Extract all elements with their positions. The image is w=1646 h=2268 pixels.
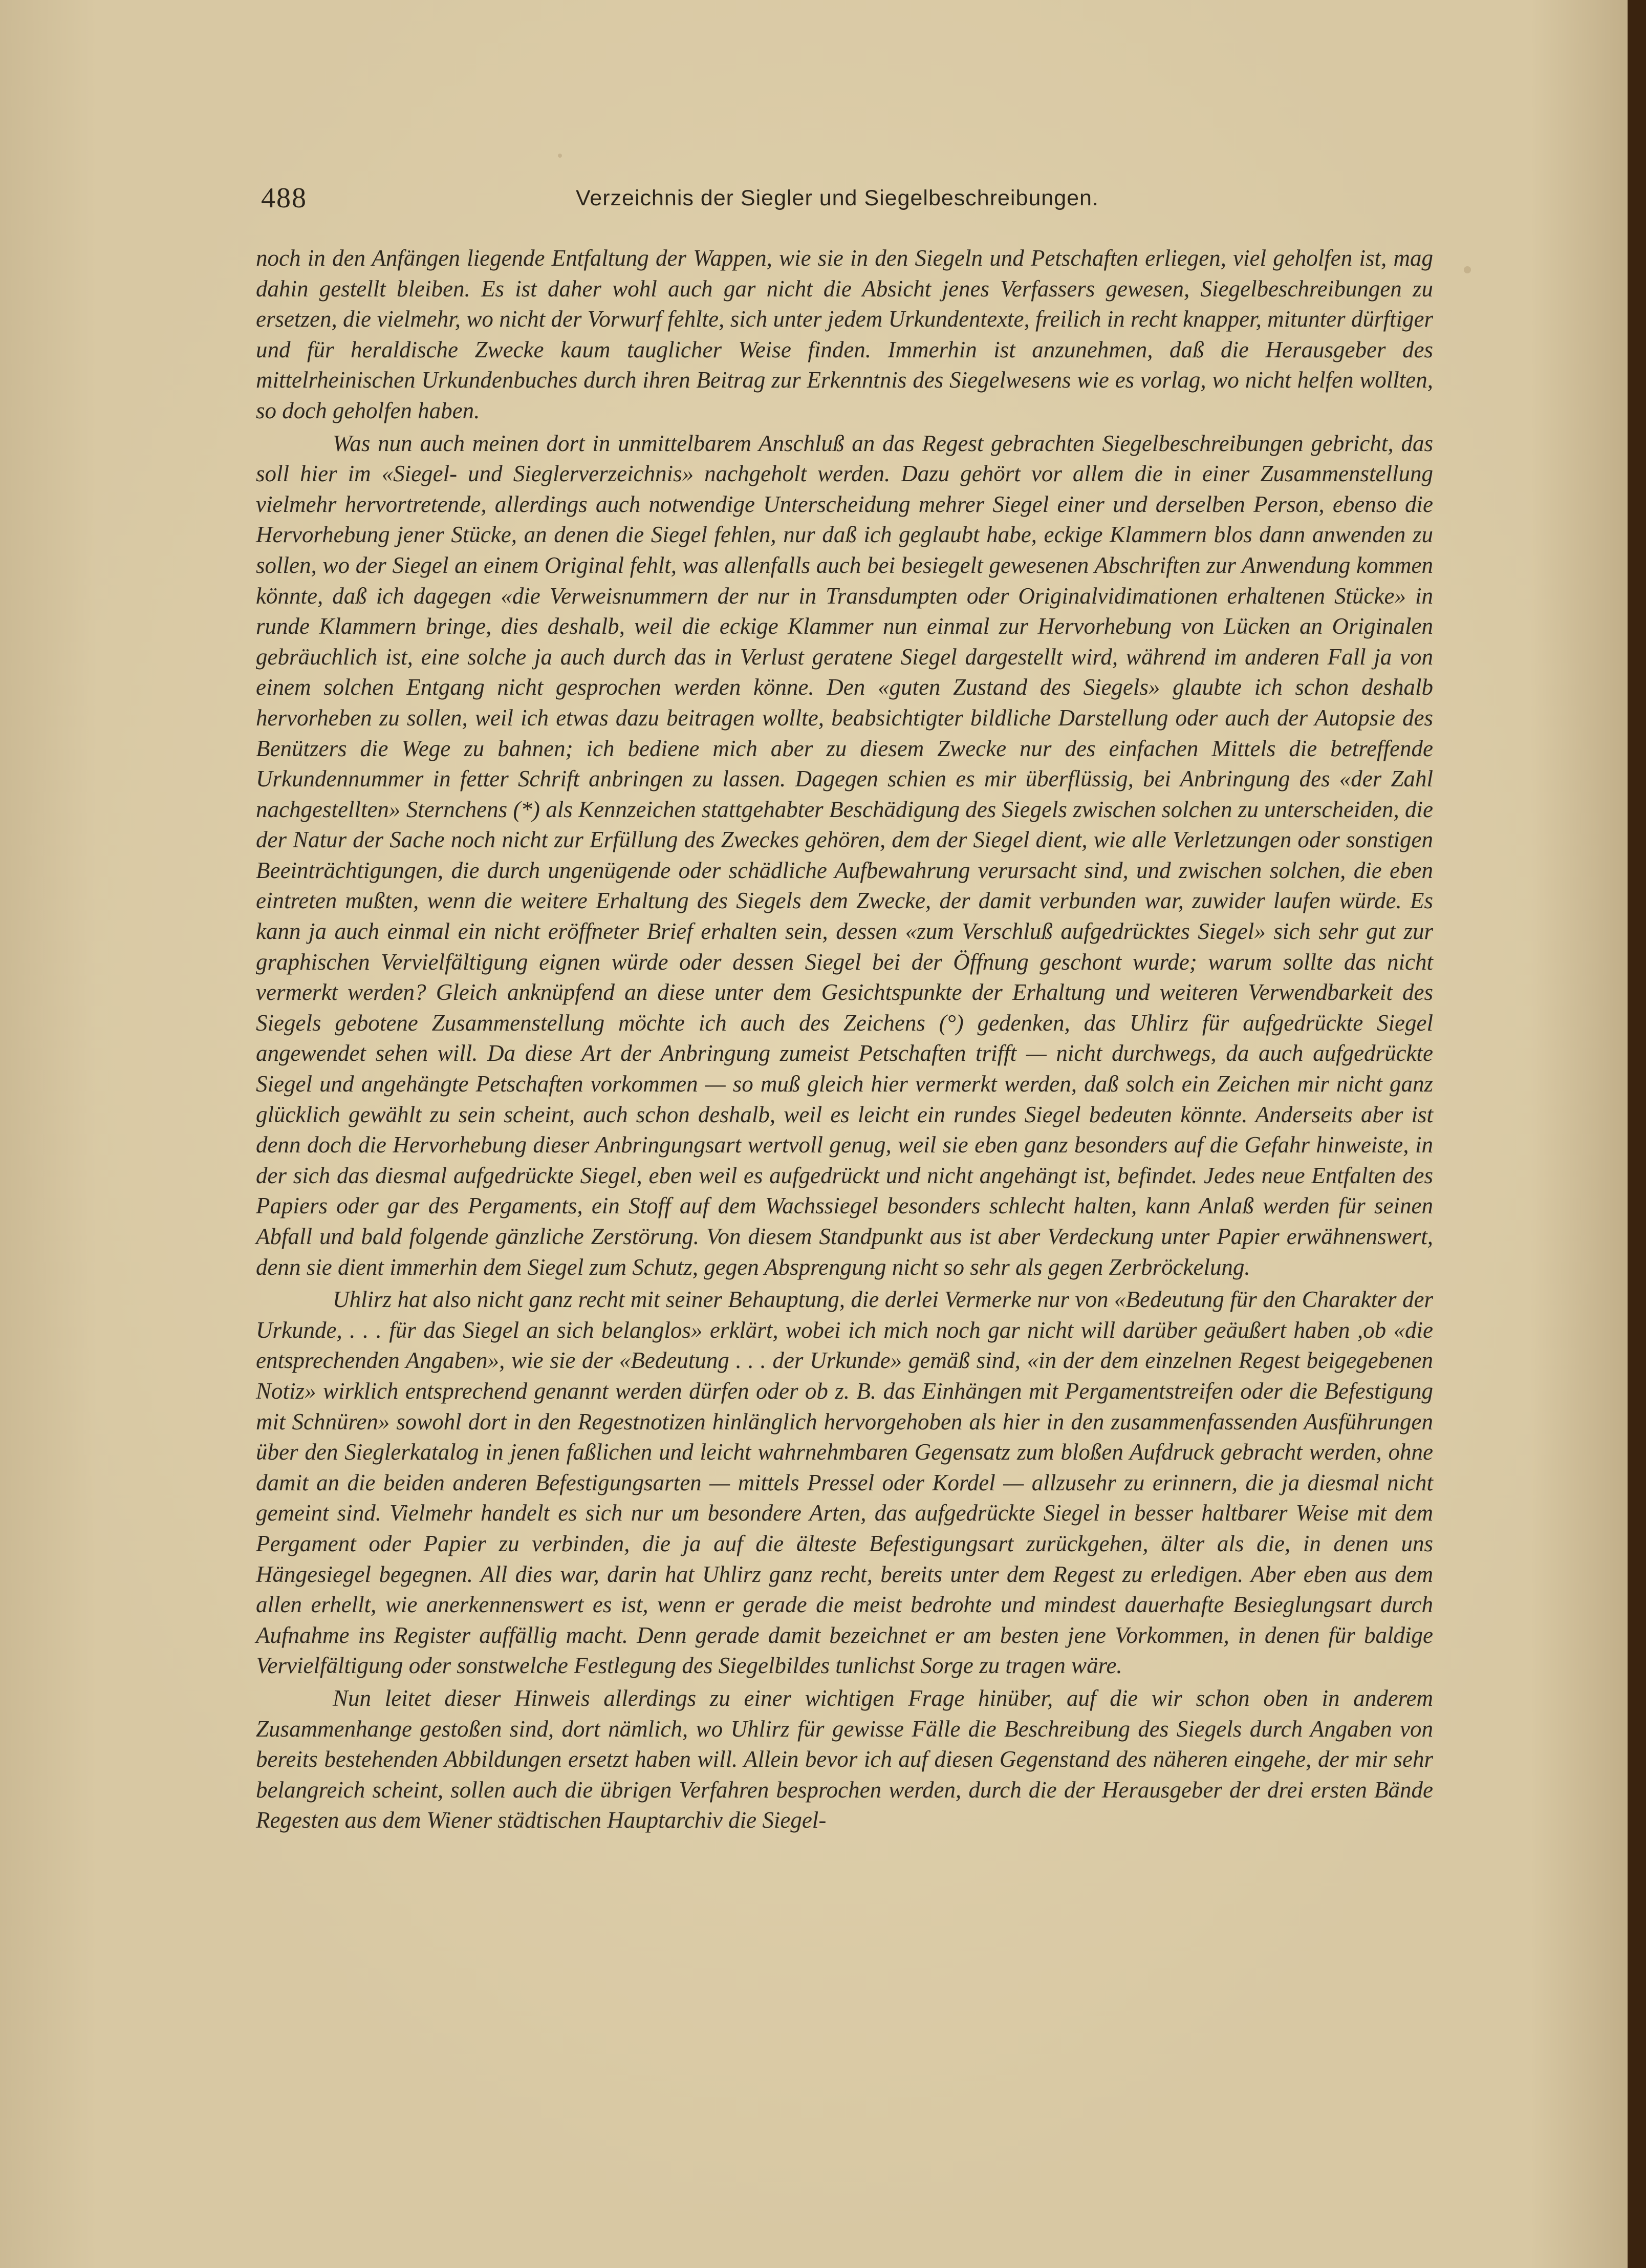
paragraph: Uhlirz hat also nicht ganz recht mit seiner Behauptung, die derlei Vermerke nur von «Bedeutung für den Charakter der Urkunde, . . . für das Siegel an sich belanglos» erklärt, wobei ich mich noch gar nicht will darüber geäußert haben ,ob «die entsprechenden Angaben», wie sie der «Bedeutung . . . der Urkunde» gemäß sind, «in der dem einzelnen Regest beigegebenen Notiz» wirklich entsprechend genannt werden dürfen oder ob z. B. das Einhängen mit Pergamentstreifen oder die Befestigung mit Schnüren» sowohl dort in den Regestnotizen hinlänglich hervorgehoben als hier in den zusammenfassenden Ausführungen über den Sieglerkatalog in jenen faßlichen und leicht wahrnehmbaren Gegensatz zum bloßen Aufdruck gebracht werden, ohne damit an die beiden anderen Befestigungsarten — mittels Pressel oder Kordel — allzusehr zu erinnern, die ja diesmal nicht gemeint sind. Vielmehr handelt es sich nur um besondere Arten, das aufgedrückte Siegel in besser haltbarer Weise mit dem Pergament oder Papier zu verbinden, die ja auf die älteste Befestigungsart zurückgehen, älter als die, in denen uns Hängesiegel begegnen. All dies war, darin hat Uhlirz ganz recht, bereits unter dem Regest zu erledigen. Aber eben aus dem allen erhellt, wie anerkennenswert es ist, wenn er gerade die meist bedrohte und mindest dauerhafte Besieglungsart durch Aufnahme ins Register auffällig macht. Denn gerade damit bezeichnet er am besten jene Vorkommen, in denen für baldige Vervielfältigung oder sonstwelche Festlegung des Siegelbildes tunlichst Sorge zu tragen wäre. [256, 1287, 1433, 1679]
paragraph: Nun leitet dieser Hinweis allerdings zu einer wichtigen Frage hinüber, auf die wir schon oben in anderem Zusammenhange gestoßen sind, dort nämlich, wo Uhlirz für gewisse Fälle die Beschreibung des Siegels durch Angaben von bereits bestehenden Abbildungen ersetzt haben will. Allein bevor ich auf diesen Gegenstand des näheren eingehe, der mir sehr belangreich scheint, sollen auch die übrigen Verfahren besprochen werden, durch die der Herausgeber der drei ersten Bände Regesten aus dem Wiener städtischen Hauptarchiv die Siegel- [256, 1685, 1433, 1833]
paper-stain [558, 154, 562, 158]
running-title: Verzeichnis der Siegler und Siegelbeschreibungen. [576, 186, 1099, 210]
paragraph: noch in den Anfängen liegende Entfaltung der Wappen, wie sie in den Siegeln und Petschaften erliegen, viel geholfen ist, mag dahin gestellt bleiben. Es ist daher wohl auch gar nicht die Absicht jenes Verfassers gewesen, Siegelbeschreibungen zu ersetzen, die vielmehr, wo nicht der Vorwurf fehlte, sich unter jedem Urkundentexte, freilich in recht knapper, mitunter dürftiger und für heraldische Zwecke kaum tauglicher Weise finden. Immerhin ist anzunehmen, daß die Herausgeber des mittelrheinischen Urkundenbuches durch ihren Beitrag zur Erkenntnis des Siegelwesens wie es vorlag, wo nicht helfen wollten, so doch geholfen haben. [256, 245, 1433, 423]
page-header [261, 182, 1438, 228]
scan-edge [1628, 0, 1646, 2268]
page-number: 488 [261, 182, 307, 214]
body-text [256, 243, 1433, 1836]
paragraph: Was nun auch meinen dort in unmittelbarem Anschluß an das Regest gebrachten Siegelbeschreibungen gebricht, das soll hier im «Siegel- und Sieglerverzeichnis» nachgeholt werden. Dazu gehört vor allem die in einer Zusammenstellung vielmehr hervortretende, allerdings auch notwendige Unterscheidung mehrer Siegel einer und derselben Person, ebenso die Hervorhebung jener Stücke, an denen die Siegel fehlen, nur daß ich geglaubt habe, eckige Klammern blos dann anwenden zu sollen, wo der Siegel an einem Original fehlt, was allenfalls auch bei besiegelt gewesenen Abschriften zur Anwendung kommen könnte, daß ich dagegen «die Verweisnummern der nur in Transdumpten oder Originalvidimationen erhaltenen Stücke» in runde Klammern bringe, dies deshalb, weil die eckige Klammer nun einmal zur Hervorhebung von Lücken an Originalen gebräuchlich ist, eine solche ja auch durch das in Verlust geratene Siegel dargestellt wird, während im anderen Fall ja von einem solchen Entgang nicht gesprochen werden könne. Den «guten Zustand des Siegels» glaubte ich schon deshalb hervorheben zu sollen, weil ich etwas dazu beitragen wollte, beabsichtigter bildliche Darstellung oder auch der Autopsie des Benützers die Wege zu bahnen; ich bediene mich aber zu diesem Zwecke nur des einfachen Mittels die betreffende Urkundennummer in fetter Schrift anbringen zu lassen. Dagegen schien es mir überflüssig, bei Anbringung des «der Zahl nachgestellten» Sternchens (*) als Kennzeichen stattgehabter Beschädigung des Siegels zwischen solchen zu unterscheiden, die der Natur der Sache noch nicht zur Erfüllung des Zweckes gehören, dem der Siegel dient, wie alle Verletzungen oder sonstigen Beeinträchtigungen, die durch ungenügende oder schädliche Aufbewahrung verursacht sind, und zwischen solchen, die eben eintreten mußten, wenn die weitere Erhaltung des Siegels dem Zwecke, der damit verbunden war, zuwider laufen würde. Es kann ja auch einmal ein nicht eröffneter Brief erhalten sein, dessen «zum Verschluß aufgedrücktes Siegel» sich sehr gut zur graphischen Vervielfältigung eignen würde oder dessen Siegel bei der Öffnung geschont wurde; warum sollte das nicht vermerkt werden? Gleich anknüpfend an diese unter dem Gesichtspunkte der Erhaltung und weiteren Verwendbarkeit des Siegels gebotene Zusammenstellung möchte ich auch des Zeichens (°) gedenken, das Uhlirz für aufgedrückte Siegel angewendet sehen will. Da diese Art der Anbringung zumeist Petschaften trifft — nicht durchwegs, da auch aufgedrückte Siegel und angehängte Petschaften vorkommen — so muß gleich hier vermerkt werden, daß solch ein Zeichen mir nicht ganz glücklich gewählt zu sein scheint, auch schon deshalb, weil es leicht ein rundes Siegel bedeuten könnte. Anderseits aber ist denn doch die Hervorhebung dieser Anbringungsart wertvoll genug, weil sie eben ganz besonders auf die Gefahr hinweiste, in der sich das diesmal aufgedrückte Siegel, eben weil es aufgedrückt und nicht angehängt ist, befindet. Jedes neue Entfalten des Papiers oder gar des Pergaments, ein Stoff auf dem Wachssiegel besonders schlecht halten, kann Anlaß werden für seinen Abfall und bald folgende gänzliche Zerstörung. Von diesem Standpunkt aus ist aber Verdeckung unter Papier erwähnenswert, denn sie dient immerhin dem Siegel zum Schutz, gegen Absprengung nicht so sehr als gegen Zerbröckelung. [256, 430, 1433, 1280]
paper-stain [1464, 266, 1471, 273]
